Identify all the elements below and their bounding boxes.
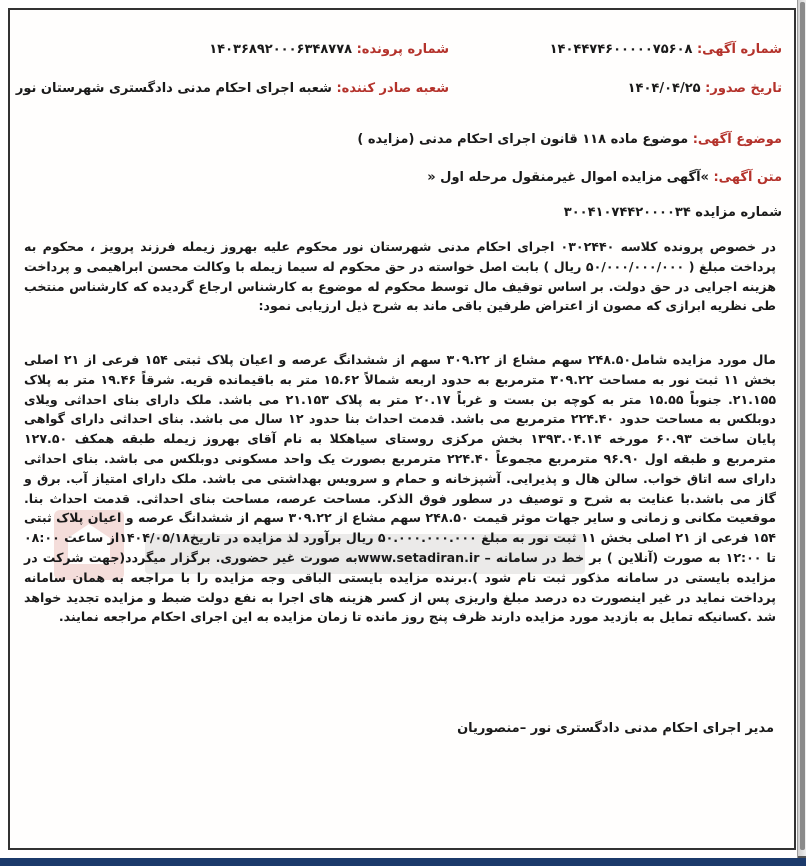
case-number-label: شماره پرونده: [356, 42, 449, 57]
scrollbar-thumb[interactable] [800, 2, 805, 850]
ad-text-title: »آگهی مزایده اموال غیرمنقول مرحله اول « [427, 170, 709, 185]
ad-number-row [550, 42, 782, 57]
signature-line: مدیر اجرای احکام مدنی دادگستری نور –منصوریان [457, 721, 774, 736]
ad-text-row [427, 170, 782, 185]
auction-number: شماره مزایده ۳۰۰۴۱۰۷۴۴۲۰۰۰۰۳۴ [563, 205, 782, 220]
case-number-value: ۱۴۰۳۶۸۹۲۰۰۰۶۳۴۸۷۷۸ [209, 42, 353, 57]
issuer-row [16, 81, 449, 96]
paragraph-details: مال مورد مزایده شامل۲۴۸.۵۰ سهم مشاع از ۳۰۹.۲۲ سهم از ششدانگ عرصه و اعیان پلاک ثبتی ۱۵۴ فرعی از ۲۱ اصلی بخش ۱۱ ثبت نور به مساحت ۳۰۹.۲۲ مترمربع به حدود اربعه شمالاً ۱۵.۶۲ متر به باقیمانده قریه. شرقاً ۱۹.۴۶ متر به پلاک ۲۱.۱۵۵. جنوباً ۱۵.۵۵ متر به کوچه بن بست و غرباً ۲۰.۱۷ متر به پلاک ۲۱.۱۵۳ می باشد. ملک دارای بنای احداثی ویلای دوبلکس به مساحت حدود ۲۲۴.۴۰ مترمربع می باشد. قدمت احداث بنا حدود ۱۲ سال می باشد. بنای احداثی دارای گواهی پایان ساخت ۶۰.۹۳ مورخه ۱۳۹۳.۰۴.۱۴ بخش مرکزی روستای سیاهکلا به نام آقای بهروز زیمله طبقه همکف ۱۲۷.۵۰ مترمربع و طبقه اول ۹۶.۹۰ مترمربع مجموعاً ۲۲۴.۴۰ مترمربع بصورت یک واحد مسکونی دوبلکس می باشد. بنای احداثی دارای سه اتاق خواب. سالن هال و پذیرایی. آشپزخانه و حمام و سرویس بهداشتی می باشد. ملک دارای امتیاز آب. برق و گاز می باشد.با عنایت به شرح و توصیف در سطور فوق الذکر. مساحت عرصه، مساحت بنای احداثی. قدمت احداث بنا. موقعیت مکانی و زمانی و سایر جهات موثر قیمت ۲۴۸.۵۰ سهم مشاع از ۳۰۹.۲۲ سهم از ششدانگ عرصه و اعیان پلاک ثبتی ۱۵۴ فرعی از ۲۱ اصلی بخش ۱۱ ثبت نور به مبلغ ۵۰.۰۰۰.۰۰۰.۰۰۰ ریال برآورد لذ مزایده در تاریخ۱۴۰۴/۰۵/۱۸از ساعت ۰۸:۰۰ تا ۱۲:۰۰ به صورت (آنلاین ) بر خط در سامانه – www.setadiran.irبه صورت غیر حضوری. برگزار میگردد(جهت شرکت در مزایده بایستی در سامانه مذکور ثبت نام شود ).برنده مزایده بایستی الباقی وجه مزایده را با مراجعه به همان سامانه پرداخت نماید در غیر اینصورت ده درصد مبلغ واریزی پس از کسر هزینه های اجرا به نفع دولت ضبط و مزایده تجدید خواهد شد .کسانیکه تمایل به بازدید مورد مزایده دارند ظرف پنج روز مانده تا زمان مزایده به این اجرای احکام مراجعه نمایند. [24, 352, 777, 625]
issuer-label: شعبه صادر کننده: [336, 81, 449, 96]
issue-date-label: تاریخ صدور: [705, 81, 782, 96]
notice-sheet [8, 8, 796, 850]
issue-date-row [628, 81, 782, 96]
subject-value: موضوع ماده ۱۱۸ قانون اجرای احکام مدنی (مزایده ) [357, 132, 689, 147]
subject-label: موضوع آگهی: [692, 132, 782, 147]
bottom-bar [0, 858, 806, 866]
vertical-scrollbar[interactable] [797, 0, 806, 866]
issue-date-value: ۱۴۰۴/۰۴/۲۵ [627, 81, 701, 96]
ad-text-label: متن آگهی: [713, 170, 782, 185]
case-number-row [209, 42, 449, 57]
issuer-value: شعبه اجرای احکام مدنی دادگستری شهرستان نور [15, 81, 332, 96]
ad-number-label: شماره آگهی: [696, 42, 782, 57]
ad-number-value: ۱۴۰۴۴۷۴۶۰۰۰۰۰۷۵۶۰۸ [549, 42, 693, 57]
subject-row [357, 132, 782, 147]
paragraph-intro: در خصوص پرونده کلاسه ۰۳۰۲۴۴۰ اجرای احکام مدنی شهرستان نور محکوم علیه بهروز زیمله فرزند پرویز ، محکوم به پرداخت مبلغ ( ۵۰/۰۰۰/۰۰۰/۰۰۰ ریال ) بابت اصل خواسته در حق محکوم له سیما زیمله با وکالت محسن ابراهیمی و پرداخت هزینه اجرایی در حق دولت. بر اساس توقیف مال توسط محکوم له موضوع به کارشناس ارجاع گردیده که کارشناس منتخب طی نظریه ابرازی که مصون از اعتراض طرفین باقی ماند به شرح ذیل ارزیابی نمود: [24, 239, 777, 314]
